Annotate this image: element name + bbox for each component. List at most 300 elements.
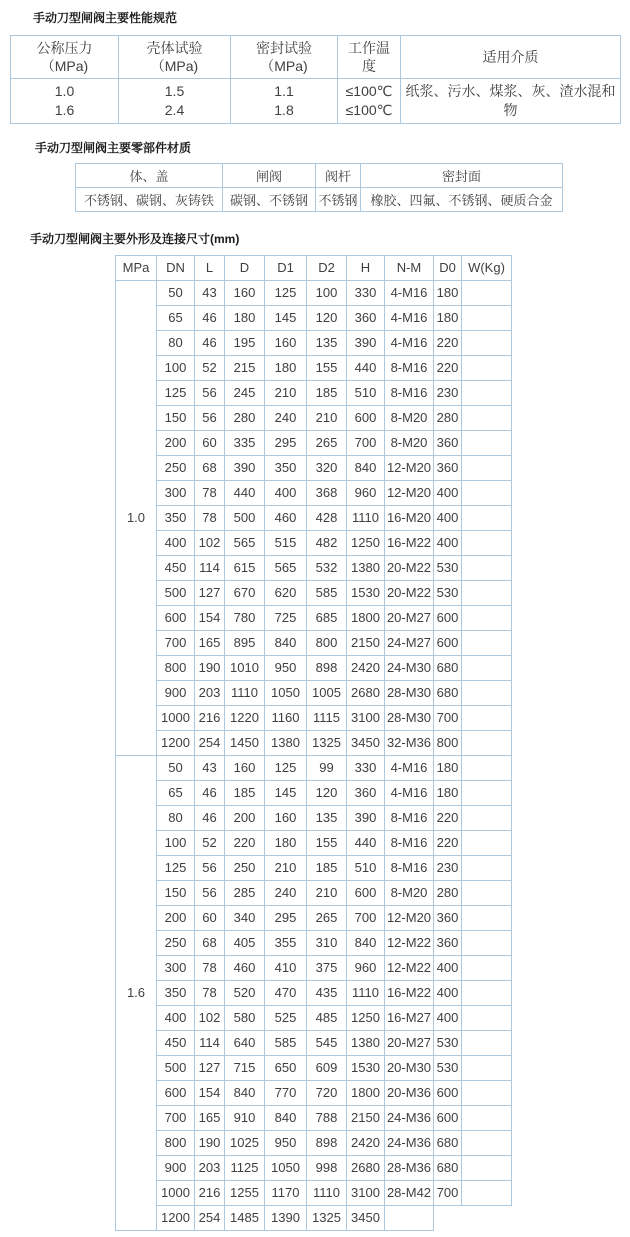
materials-data-row <box>76 188 563 212</box>
dimension-cell: 180 <box>434 781 462 806</box>
dimension-row <box>116 956 512 981</box>
dimension-cell: 1380 <box>265 731 307 756</box>
dimension-cell: 60 <box>195 431 225 456</box>
dimension-cell <box>462 306 512 331</box>
dim-header-d2: D2 <box>307 256 347 281</box>
dimension-cell: 1380 <box>347 1031 385 1056</box>
dimension-cell: 680 <box>434 1131 462 1156</box>
dimension-cell: 20-M27 <box>385 1031 434 1056</box>
dimension-row <box>116 606 512 631</box>
dimension-cell: 715 <box>225 1056 265 1081</box>
materials-header-body-cover: 体、盖 <box>76 164 223 188</box>
dimension-cell: 195 <box>225 331 265 356</box>
dimension-cell: 1050 <box>265 1156 307 1181</box>
dimension-cell <box>462 606 512 631</box>
dimension-cell <box>462 706 512 731</box>
dimension-row <box>116 981 512 1006</box>
dimension-cell <box>462 931 512 956</box>
dimension-cell: 265 <box>307 431 347 456</box>
dimension-cell: 390 <box>347 806 385 831</box>
dimension-cell: 102 <box>195 1006 225 1031</box>
dimension-cell: 80 <box>157 331 195 356</box>
dimension-cell: 360 <box>434 431 462 456</box>
dimension-cell: 1025 <box>225 1131 265 1156</box>
dimension-cell: 2150 <box>347 631 385 656</box>
materials-header-row <box>76 164 563 188</box>
dimension-cell: 600 <box>347 406 385 431</box>
dimension-cell <box>462 406 512 431</box>
dimension-cell: 216 <box>195 706 225 731</box>
dimension-row <box>116 781 512 806</box>
dimension-cell: 24-M36 <box>385 1131 434 1156</box>
dimension-row <box>116 1056 512 1081</box>
dimension-cell: 585 <box>265 1031 307 1056</box>
dimension-cell: 340 <box>225 906 265 931</box>
dimension-cell: 700 <box>347 431 385 456</box>
dimension-cell: 254 <box>195 731 225 756</box>
dimension-cell: 450 <box>157 556 195 581</box>
dimension-cell <box>462 581 512 606</box>
dimension-cell: 20-M30 <box>385 1056 434 1081</box>
dimension-row <box>116 681 512 706</box>
dim-header-nm: N-M <box>385 256 434 281</box>
dimension-cell: 16-M22 <box>385 981 434 1006</box>
dimension-cell: 1110 <box>347 981 385 1006</box>
materials-header-gate: 闸阀 <box>223 164 316 188</box>
dimension-cell <box>462 906 512 931</box>
dimension-cell: 545 <box>307 1031 347 1056</box>
dimension-cell: 460 <box>225 956 265 981</box>
dimension-cell: 46 <box>195 331 225 356</box>
dimension-cell: 127 <box>195 581 225 606</box>
dimension-cell: 670 <box>225 581 265 606</box>
dimension-cell: 525 <box>265 1006 307 1031</box>
dimension-row <box>116 1106 512 1131</box>
dimension-cell: 114 <box>195 1031 225 1056</box>
dimension-cell: 20-M27 <box>385 606 434 631</box>
dimension-row <box>116 1006 512 1031</box>
dimension-cell: 65 <box>157 781 195 806</box>
dimension-cell: 400 <box>265 481 307 506</box>
dimension-cell <box>462 506 512 531</box>
dimension-cell: 180 <box>265 356 307 381</box>
dimension-cell: 185 <box>307 856 347 881</box>
dimension-cell: 78 <box>195 506 225 531</box>
dimension-cell: 20-M22 <box>385 556 434 581</box>
dimension-cell <box>462 1181 512 1206</box>
dimension-cell: 725 <box>265 606 307 631</box>
dimension-cell: 8-M20 <box>385 431 434 456</box>
dimension-cell <box>462 381 512 406</box>
dimension-cell: 1800 <box>347 1081 385 1106</box>
dimension-cell: 155 <box>307 831 347 856</box>
dimension-cell: 190 <box>195 1131 225 1156</box>
dimension-cell: 600 <box>434 606 462 631</box>
dimension-row <box>116 381 512 406</box>
dimension-cell: 295 <box>265 431 307 456</box>
dimension-cell: 280 <box>434 406 462 431</box>
dimension-cell: 43 <box>195 756 225 781</box>
dimension-row <box>116 931 512 956</box>
dimension-cell: 250 <box>225 856 265 881</box>
dimension-row <box>116 281 512 306</box>
dimension-cell: 530 <box>434 1031 462 1056</box>
dimension-cell: 180 <box>225 306 265 331</box>
dimension-cell: 52 <box>195 356 225 381</box>
materials-cell-body-cover: 不锈钢、碳钢、灰铸铁 <box>76 188 223 212</box>
dimension-cell: 56 <box>195 881 225 906</box>
dimension-cell: 1110 <box>307 1181 347 1206</box>
dimension-cell: 515 <box>265 531 307 556</box>
dimension-cell: 12-M20 <box>385 906 434 931</box>
dimension-cell: 127 <box>195 1056 225 1081</box>
dimension-cell: 154 <box>195 606 225 631</box>
dim-header-d1: D1 <box>265 256 307 281</box>
dimension-cell: 1390 <box>265 1206 307 1231</box>
dimension-cell: 203 <box>195 681 225 706</box>
dimension-cell: 510 <box>347 856 385 881</box>
dimension-cell: 24-M30 <box>385 656 434 681</box>
section-title-dimensions: 手动刀型闸阀主要外形及连接尺寸(mm) <box>30 232 240 246</box>
dimension-cell: 680 <box>434 656 462 681</box>
dimension-cell: 520 <box>225 981 265 1006</box>
dimension-cell: 185 <box>225 781 265 806</box>
dimension-cell: 435 <box>307 981 347 1006</box>
dimension-row <box>116 656 512 681</box>
dimension-cell: 485 <box>307 1006 347 1031</box>
dimension-cell <box>462 731 512 756</box>
dimension-cell: 400 <box>434 1006 462 1031</box>
dimension-cell <box>462 481 512 506</box>
dimension-cell: 135 <box>307 806 347 831</box>
dimension-row <box>116 556 512 581</box>
dimension-cell: 840 <box>265 1106 307 1131</box>
dimension-cell: 2150 <box>347 1106 385 1131</box>
spec-header-temperature: 工作温度 <box>338 36 401 79</box>
dimension-cell: 114 <box>195 556 225 581</box>
dimension-row <box>116 1081 512 1106</box>
dimension-cell: 600 <box>157 606 195 631</box>
dimension-cell: 998 <box>307 1156 347 1181</box>
dimension-cell: 200 <box>225 806 265 831</box>
dimension-cell: 78 <box>195 981 225 1006</box>
dimension-cell: 12-M22 <box>385 931 434 956</box>
dimension-cell: 280 <box>434 881 462 906</box>
dimension-cell: 400 <box>434 506 462 531</box>
dimension-cell: 1325 <box>307 1206 347 1231</box>
spec-cell-seal-test <box>231 79 338 124</box>
dimension-row <box>116 481 512 506</box>
materials-cell-stem: 不锈钢 <box>316 188 361 212</box>
dimension-cell: 640 <box>225 1031 265 1056</box>
spec-header-pressure: 公称压力（MPa) <box>11 36 119 79</box>
dim-header-w: W(Kg) <box>462 256 512 281</box>
dimension-cell: 900 <box>157 681 195 706</box>
dimension-cell: 910 <box>225 1106 265 1131</box>
spec-temp-line2: ≤100℃ <box>345 102 393 118</box>
dimension-cell: 300 <box>157 956 195 981</box>
dimension-row <box>116 306 512 331</box>
dimension-cell: 4-M16 <box>385 306 434 331</box>
dimension-cell: 360 <box>347 306 385 331</box>
dimension-cell: 165 <box>195 1106 225 1131</box>
dimension-cell: 788 <box>307 1106 347 1131</box>
dimension-cell: 4-M16 <box>385 331 434 356</box>
dimension-cell: 1800 <box>347 606 385 631</box>
dimension-cell: 24-M36 <box>385 1106 434 1131</box>
dimension-cell: 216 <box>195 1181 225 1206</box>
dimension-cell: 20-M22 <box>385 581 434 606</box>
dimension-cell: 840 <box>265 631 307 656</box>
dimension-cell <box>462 1056 512 1081</box>
dimension-cell: 60 <box>195 906 225 931</box>
dimension-cell: 200 <box>157 906 195 931</box>
dimension-cell: 780 <box>225 606 265 631</box>
dimension-cell <box>462 1131 512 1156</box>
dimension-cell: 720 <box>307 1081 347 1106</box>
dimension-cell: 368 <box>307 481 347 506</box>
dimension-cell: 1450 <box>225 731 265 756</box>
dimension-row <box>116 906 512 931</box>
dimension-cell: 160 <box>265 331 307 356</box>
dimension-cell: 1250 <box>347 1006 385 1031</box>
spec-data-row <box>11 79 621 124</box>
dimension-cell <box>462 856 512 881</box>
dimension-cell: 500 <box>157 1056 195 1081</box>
dimension-row <box>116 831 512 856</box>
dimension-cell: 960 <box>347 956 385 981</box>
dimension-cell: 28-M30 <box>385 681 434 706</box>
dimension-cell: 1325 <box>307 731 347 756</box>
spec-pressure-line1: 1.0 <box>54 83 75 99</box>
dimension-cell: 78 <box>195 956 225 981</box>
dimension-cell: 2680 <box>347 681 385 706</box>
dimension-cell: 20-M36 <box>385 1081 434 1106</box>
dimension-cell: 8-M16 <box>385 831 434 856</box>
dimension-cell: 125 <box>157 856 195 881</box>
dimension-cell: 240 <box>265 881 307 906</box>
dimension-row <box>116 531 512 556</box>
dimension-cell: 700 <box>157 1106 195 1131</box>
dimension-cell: 600 <box>157 1081 195 1106</box>
spec-cell-shell-test <box>119 79 231 124</box>
dimension-cell: 360 <box>434 456 462 481</box>
dimension-cell: 265 <box>307 906 347 931</box>
dimension-row <box>116 806 512 831</box>
dimension-cell: 254 <box>195 1206 225 1231</box>
dim-header-mpa: MPa <box>116 256 157 281</box>
dimension-cell: 1005 <box>307 681 347 706</box>
dimension-cell: 1000 <box>157 1181 195 1206</box>
dimension-cell: 150 <box>157 406 195 431</box>
dimension-cell: 180 <box>434 756 462 781</box>
dimension-cell: 585 <box>307 581 347 606</box>
dimension-cell: 135 <box>307 331 347 356</box>
dimension-cell: 840 <box>225 1081 265 1106</box>
dimension-cell: 700 <box>434 1181 462 1206</box>
dimension-cell: 100 <box>157 356 195 381</box>
dimension-cell: 335 <box>225 431 265 456</box>
dimension-cell <box>462 531 512 556</box>
dimension-cell: 56 <box>195 856 225 881</box>
dimension-cell <box>462 556 512 581</box>
dim-header-h: H <box>347 256 385 281</box>
dimension-cell: 700 <box>157 631 195 656</box>
section-title-performance-spec: 手动刀型闸阀主要性能规范 <box>33 11 178 25</box>
dimension-cell: 500 <box>157 581 195 606</box>
dimension-cell: 203 <box>195 1156 225 1181</box>
dimension-cell <box>462 431 512 456</box>
dimension-cell: 1110 <box>347 506 385 531</box>
dimension-cell: 1530 <box>347 581 385 606</box>
dimension-cell: 8-M16 <box>385 381 434 406</box>
dimension-row <box>116 1131 512 1156</box>
dimension-cell: 102 <box>195 531 225 556</box>
dimension-cell: 800 <box>157 1131 195 1156</box>
dimension-cell: 685 <box>307 606 347 631</box>
dimension-cell: 68 <box>195 931 225 956</box>
dimension-cell: 680 <box>434 681 462 706</box>
dimension-cell <box>462 331 512 356</box>
dimension-cell: 24-M27 <box>385 631 434 656</box>
dimension-cell <box>462 1106 512 1131</box>
dimension-cell: 1115 <box>307 706 347 731</box>
dimension-cell: 350 <box>265 456 307 481</box>
dimension-cell: 210 <box>307 406 347 431</box>
dimension-cell: 220 <box>434 356 462 381</box>
dimension-cell: 530 <box>434 556 462 581</box>
dimension-cell: 900 <box>157 1156 195 1181</box>
dimension-cell: 500 <box>225 506 265 531</box>
dimension-cell: 800 <box>434 731 462 756</box>
dimension-cell <box>462 281 512 306</box>
dim-header-d0: D0 <box>434 256 462 281</box>
dimension-cell: 530 <box>434 581 462 606</box>
dimension-row <box>116 731 512 756</box>
dimension-cell: 840 <box>347 456 385 481</box>
dimension-cell: 400 <box>434 531 462 556</box>
dimension-cell: 700 <box>347 906 385 931</box>
dimension-cell: 16-M20 <box>385 506 434 531</box>
dimension-cell: 185 <box>307 381 347 406</box>
dimension-cell: 510 <box>347 381 385 406</box>
dimension-cell: 310 <box>307 931 347 956</box>
mpa-group-label: 1.0 <box>116 281 157 756</box>
dimension-row <box>116 1181 512 1206</box>
dimension-cell: 68 <box>195 456 225 481</box>
dimension-cell: 330 <box>347 281 385 306</box>
dimension-cell: 12-M20 <box>385 456 434 481</box>
dimension-cell: 240 <box>265 406 307 431</box>
dimension-row <box>116 631 512 656</box>
dimension-cell: 400 <box>434 981 462 1006</box>
dimension-row <box>116 356 512 381</box>
materials-table <box>75 163 563 212</box>
dimension-cell: 440 <box>347 356 385 381</box>
dimension-cell: 3100 <box>347 1181 385 1206</box>
dimension-cell: 1050 <box>265 681 307 706</box>
dimension-cell: 220 <box>434 331 462 356</box>
dimension-cell: 620 <box>265 581 307 606</box>
dimension-cell: 46 <box>195 806 225 831</box>
dimension-cell: 155 <box>307 356 347 381</box>
dimension-cell: 245 <box>225 381 265 406</box>
dimension-cell: 700 <box>434 706 462 731</box>
dimension-cell: 1110 <box>225 681 265 706</box>
dimension-cell: 46 <box>195 306 225 331</box>
dimension-cell <box>462 1006 512 1031</box>
dimension-cell: 1200 <box>157 1206 195 1231</box>
dimension-cell: 220 <box>225 831 265 856</box>
dimension-cell: 28-M30 <box>385 706 434 731</box>
dimension-cell: 650 <box>265 1056 307 1081</box>
dimension-cell: 400 <box>434 481 462 506</box>
dimension-cell: 400 <box>434 956 462 981</box>
dimension-cell: 390 <box>225 456 265 481</box>
dimension-cell <box>462 756 512 781</box>
dimension-cell: 1200 <box>157 731 195 756</box>
dimension-cell: 250 <box>157 931 195 956</box>
dimension-cell <box>462 1081 512 1106</box>
dimension-cell: 1485 <box>225 1206 265 1231</box>
dimension-cell: 99 <box>307 756 347 781</box>
dimension-cell: 4-M16 <box>385 281 434 306</box>
dimension-cell: 390 <box>347 331 385 356</box>
dimension-cell: 8-M20 <box>385 406 434 431</box>
mpa-group-label: 1.6 <box>116 756 157 1231</box>
dimension-row <box>116 706 512 731</box>
spec-shell-line1: 1.5 <box>164 83 185 99</box>
dimension-cell: 950 <box>265 1131 307 1156</box>
dimension-cell: 360 <box>434 931 462 956</box>
spec-shell-line2: 2.4 <box>164 102 185 118</box>
dimension-cell: 8-M20 <box>385 881 434 906</box>
dimension-cell: 43 <box>195 281 225 306</box>
dimension-cell: 190 <box>195 656 225 681</box>
dimension-cell: 898 <box>307 1131 347 1156</box>
materials-header-seal-face: 密封面 <box>361 164 563 188</box>
dimension-cell: 28-M36 <box>385 1156 434 1181</box>
dimension-cell: 405 <box>225 931 265 956</box>
dimension-cell: 1255 <box>225 1181 265 1206</box>
materials-cell-gate: 碳钢、不锈钢 <box>223 188 316 212</box>
dimension-cell: 50 <box>157 281 195 306</box>
dimension-cell: 46 <box>195 781 225 806</box>
dimension-cell: 100 <box>307 281 347 306</box>
dimension-cell: 565 <box>265 556 307 581</box>
dimension-cell: 180 <box>434 281 462 306</box>
spec-seal-line2: 1.8 <box>274 102 294 118</box>
spec-header-shell-test: 壳体试验（MPa) <box>119 36 231 79</box>
dimension-cell: 100 <box>157 831 195 856</box>
dimension-cell <box>462 1031 512 1056</box>
dimension-cell: 330 <box>347 756 385 781</box>
dimension-cell: 350 <box>157 981 195 1006</box>
dimension-cell: 2420 <box>347 1131 385 1156</box>
dimension-cell: 895 <box>225 631 265 656</box>
dimension-cell: 50 <box>157 756 195 781</box>
dimension-cell: 125 <box>265 756 307 781</box>
dimension-cell: 440 <box>225 481 265 506</box>
dimension-cell: 4-M16 <box>385 756 434 781</box>
dimension-row <box>116 1031 512 1056</box>
dimension-cell: 16-M22 <box>385 531 434 556</box>
spec-header-media: 适用介质 <box>401 36 621 79</box>
dimension-cell: 250 <box>157 456 195 481</box>
dimension-cell: 16-M27 <box>385 1006 434 1031</box>
dimension-cell: 355 <box>265 931 307 956</box>
dimension-cell: 1530 <box>347 1056 385 1081</box>
